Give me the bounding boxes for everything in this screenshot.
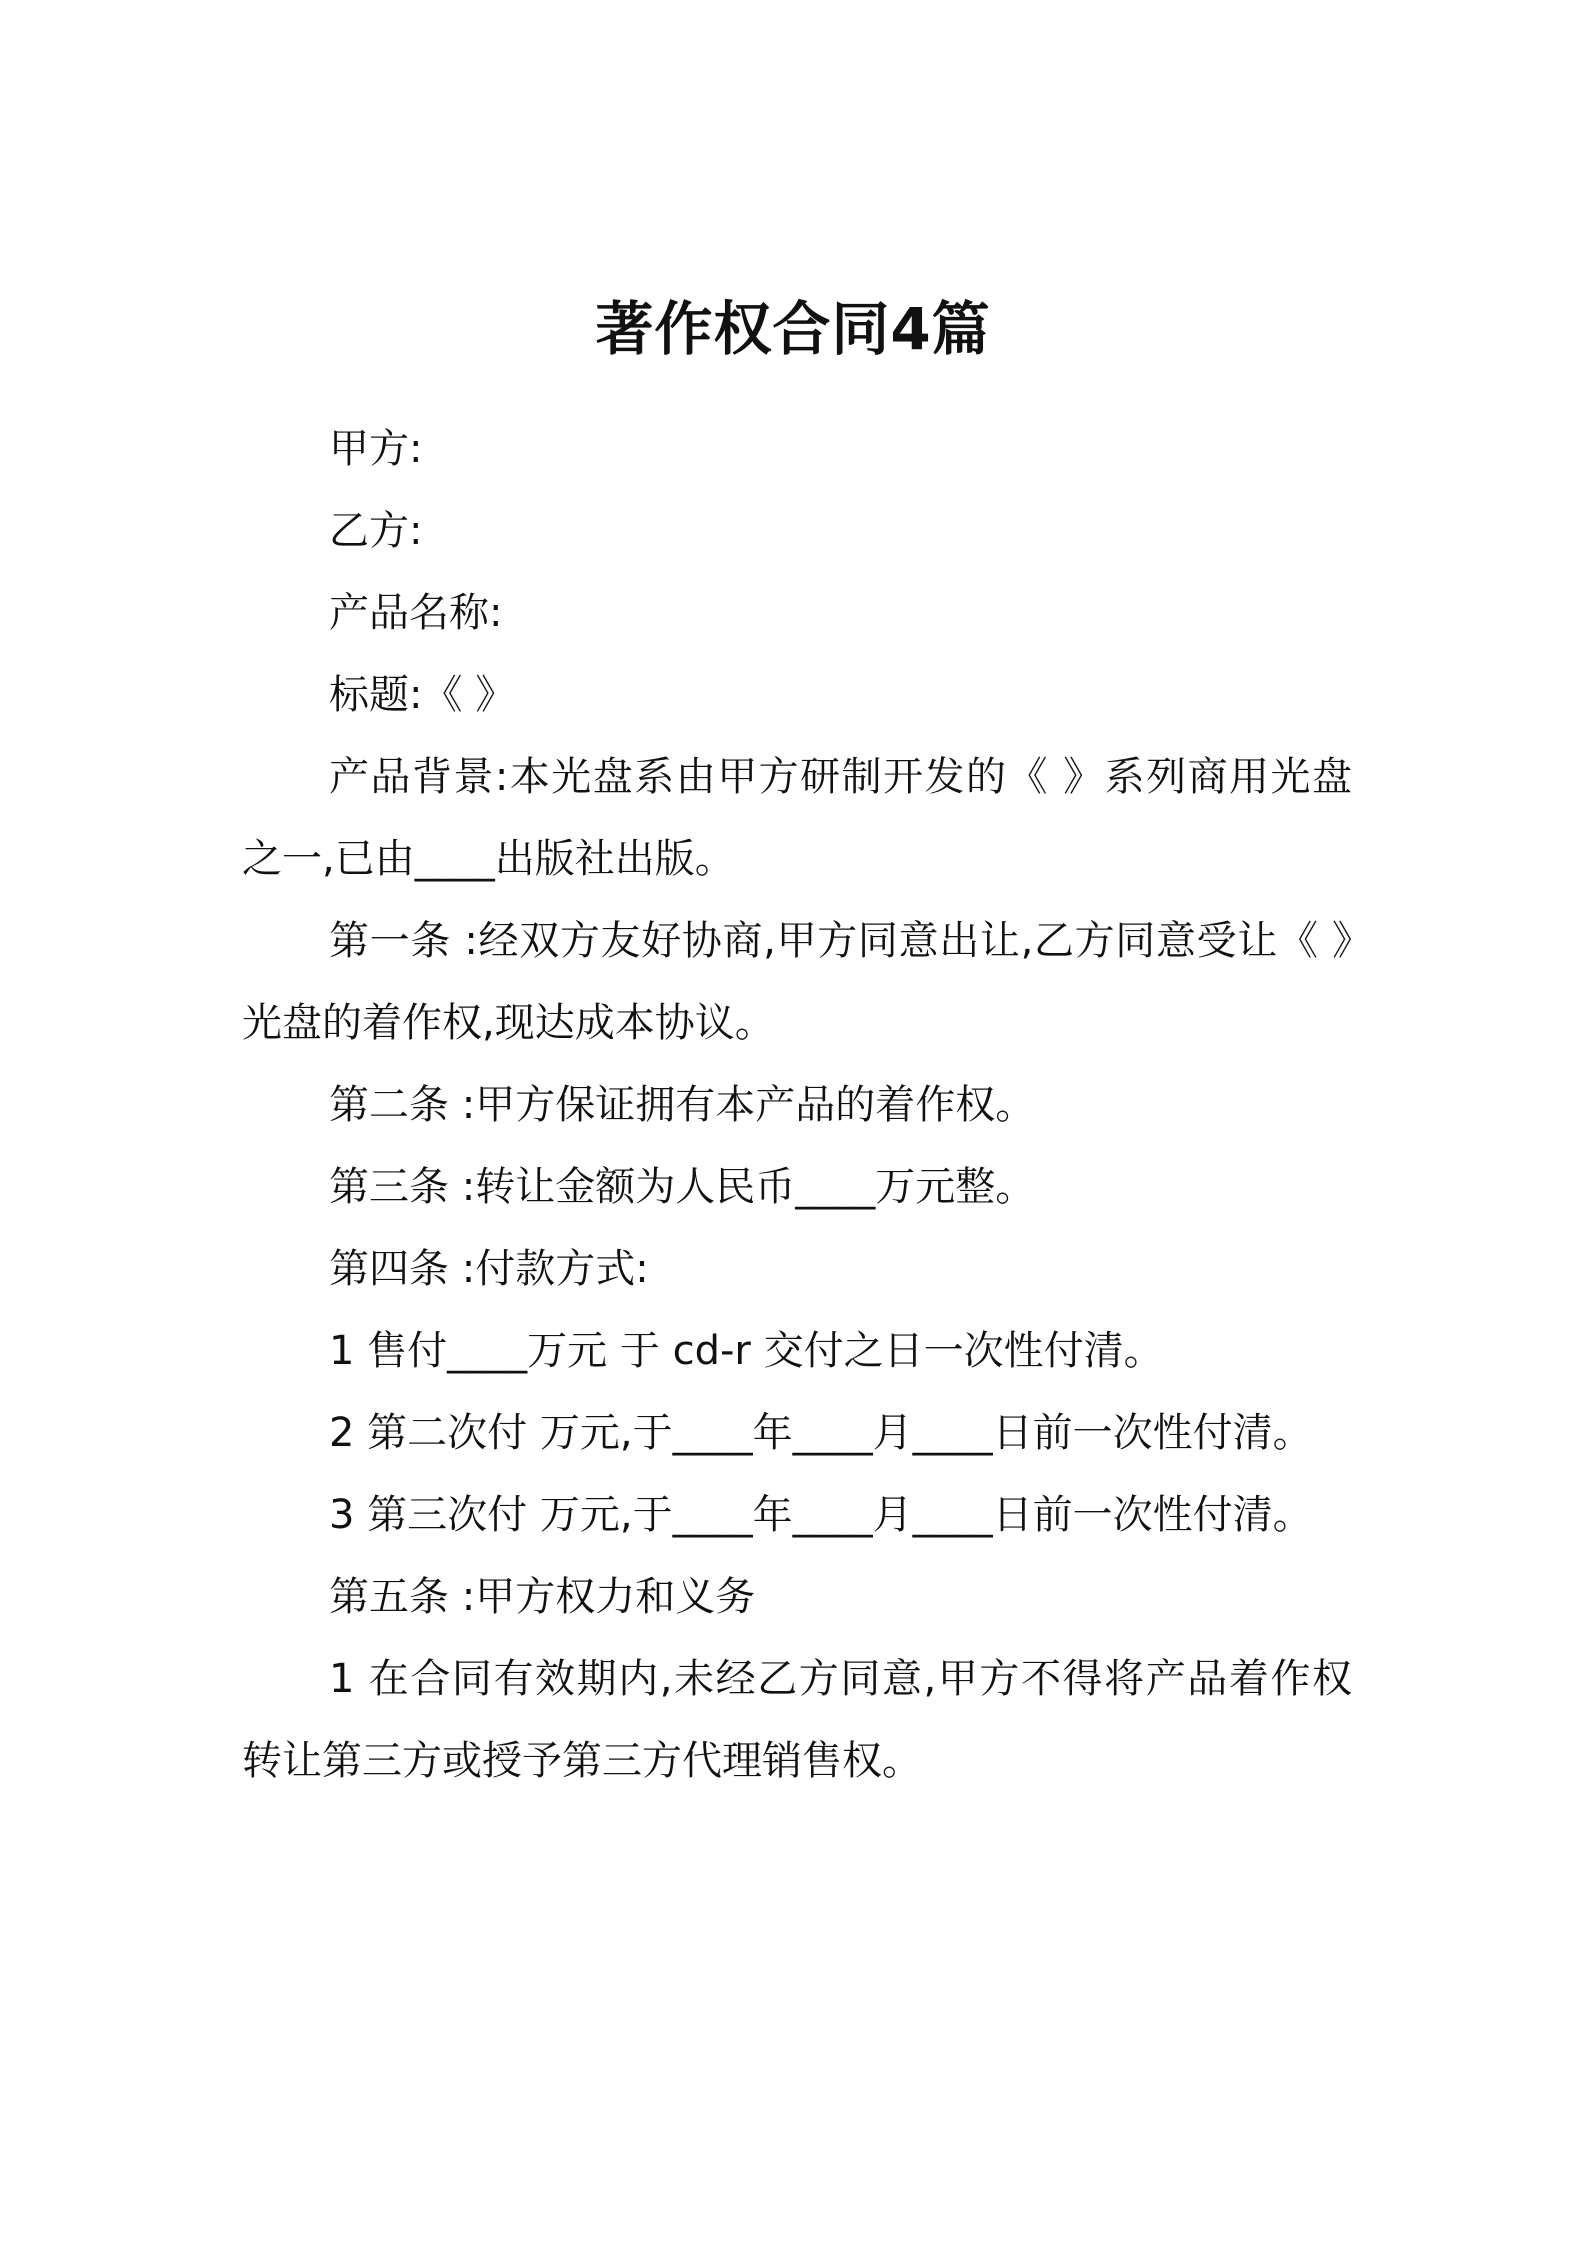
- product-background-paragraph: 产品背景:本光盘系由甲方研制开发的《 》系列商用光盘之一,已由____出版社出版。: [242, 754, 1352, 882]
- payment-item-1: 1 售付____万元 于 cd-r 交付之日一次性付清。: [329, 1328, 1164, 1374]
- article-1-paragraph: 第一条 :经双方友好协商,甲方同意出让,乙方同意受让《 》光盘的着作权,现达成本协议。: [242, 918, 1352, 1046]
- document-title: 著作权合同4篇: [595, 294, 991, 363]
- article-5-paragraph: 第五条 :甲方权力和义务: [329, 1574, 756, 1620]
- product-name-line: 产品名称:: [329, 590, 503, 636]
- party-b-line: 乙方:: [329, 508, 423, 554]
- title-line: 标题:《 》: [329, 672, 516, 718]
- payment-item-2: 2 第二次付 万元,于____年____月____日前一次性付清。: [329, 1410, 1313, 1456]
- article-2-paragraph: 第二条 :甲方保证拥有本产品的着作权。: [329, 1082, 1036, 1128]
- document-body: [242, 408, 1352, 1802]
- party-a-line: 甲方:: [329, 426, 423, 472]
- article-4-paragraph: 第四条 :付款方式:: [329, 1246, 649, 1292]
- article-3-paragraph: 第三条 :转让金额为人民币____万元整。: [329, 1164, 1036, 1210]
- article-5-item-1: 1 在合同有效期内,未经乙方同意,甲方不得将产品着作权转让第三方或授予第三方代理销售权。: [242, 1656, 1352, 1784]
- payment-item-3: 3 第三次付 万元,于____年____月____日前一次性付清。: [329, 1492, 1313, 1538]
